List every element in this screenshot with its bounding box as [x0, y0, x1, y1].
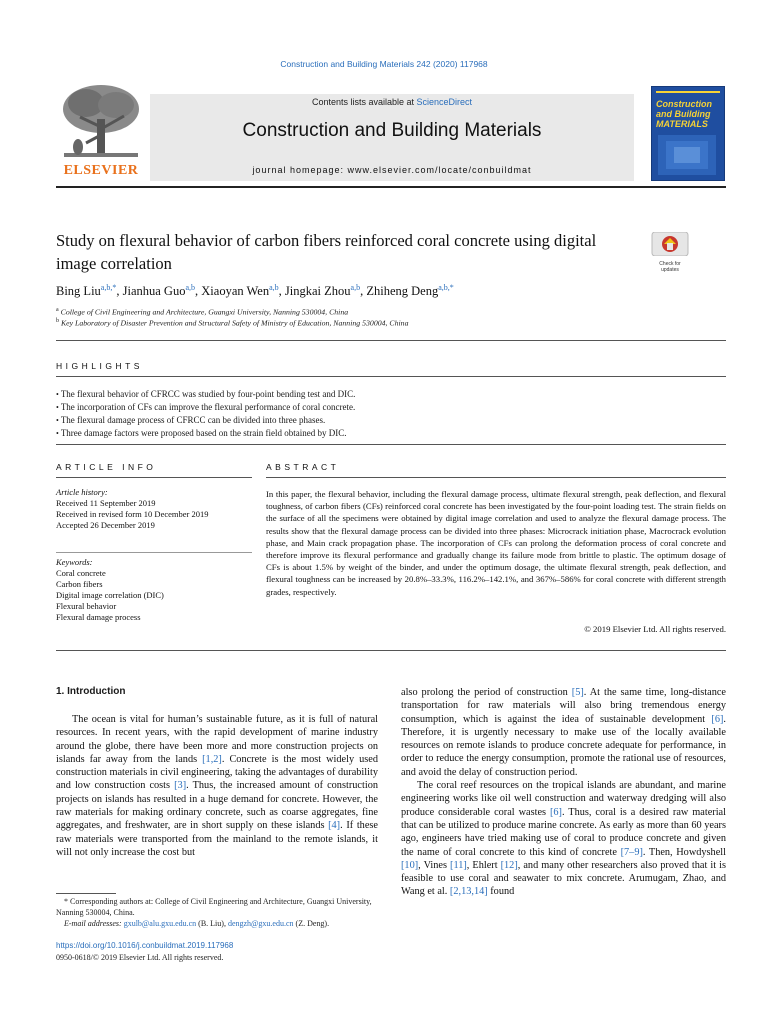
keyword[interactable]: Carbon fibers — [56, 579, 103, 589]
citation-link[interactable]: [12] — [500, 859, 518, 871]
citation-link[interactable]: [4] — [328, 820, 341, 832]
cover-rule — [656, 91, 720, 93]
check-for-updates-button[interactable] — [650, 232, 690, 273]
intro-paragraph-1: The ocean is vital for human’s sustainable future, as it is full of natural resources. In recent years, with the rapid development of marine industry around the globe, there have been more and more construction projects on islands far away from the lands [1,2]. Concrete is the most widely used construction materials in civil engineering, taking the advantages of durability and low construction costs [3]. Thus, the increased amount of construction projects on islands has resulted in a huge demand for concrete. However, the raw materials for making ordinary concrete, such as coarse aggregates, fine aggregates, and freshwater, are in short supply on these islands [4]. If these raw materials were transported from the mainland to the remote islands, it will not only increase the cost but — [56, 714, 378, 858]
keywords-label: Keywords: — [56, 557, 93, 567]
keyword[interactable]: Coral concrete — [56, 568, 106, 578]
highlight-item: • The flexural damage process of CFRCC can be divided into three phases. — [56, 414, 716, 427]
citation-link[interactable]: [7–9] — [620, 846, 643, 858]
affiliation-mark: a — [56, 307, 59, 313]
keywords-block — [56, 557, 252, 623]
history-revised: Received in revised form 10 December 2019 — [56, 509, 209, 519]
citation-link[interactable]: [3] — [174, 780, 187, 792]
journal-cover-image[interactable] — [651, 86, 725, 181]
contents-line — [150, 97, 634, 107]
section-divider — [266, 477, 726, 478]
section-divider — [56, 340, 726, 341]
keyword[interactable]: Flexural behavior — [56, 601, 117, 611]
keyword[interactable]: Flexural damage process — [56, 612, 141, 622]
abstract-text: In this paper, the flexural behavior, including the flexural damage process, ultimate flexural strength, peak deflection, and flexural toughness, of carbon fibers (CFs) reinforced coral concrete has been investigated by the four-point loading test. The strain fields on the surface of all the specimens were obtained by digital image correlation and used to analyze the flexural damage process. The results show that the flexural damage process can be divided into three phases: Microcrack initiation phase, Macrocrack evolution phase, and Main crack propagation phase. The incorporation of CFs can prolong the deformation process of coral concrete and therefore improve its flexural performance and gradually change its failure mode from brittle to plastic. The optimum dosage of CFs is about 1.5% by weight of the binder, and under the optimum dosage, the ultimate flexural strength, peak deflection, and flexural toughness can be increased by 20.8%–33.3%, 116.2%–142.1%, and 367%–586% for coral concrete with different strength grades, respectively. — [266, 489, 726, 597]
keyword[interactable]: Digital image correlation (DIC) — [56, 590, 164, 600]
journal-reference-link[interactable]: Construction and Building Materials 242 (2020) 117968 — [280, 59, 488, 69]
intro-paragraph-2: The coral reef resources on the tropical islands are abundant, and marine engineering works like oil well construction and waterway dredging will also produce considerable coral wastes [6]. Thus, coral is a desired raw material that can be utilized to produce marine concrete. As early as more than 60 years ago, engineers have tried making use of coral to produce concrete and given the name of coral concrete to this kind of concrete [7–9]. Then, Howdyshell [10], Vines [11], Ehlert [12], and many other researchers also proved that it is feasible to use coral and seawater to mix concrete. Arumugam, Zhao, and Wang et al. [2,13,14] found — [401, 780, 726, 898]
footnote-divider — [56, 893, 116, 894]
history-label: Article history: — [56, 487, 108, 497]
author-affiliation-mark[interactable]: a,b — [185, 283, 196, 292]
author-name[interactable]: Jianhua Guo — [122, 284, 186, 299]
elsevier-tree-logo[interactable] — [56, 83, 146, 179]
history-received: Received 11 September 2019 — [56, 498, 156, 508]
email-link-liu[interactable]: gxulb@alu.gxu.edu.cn — [123, 919, 197, 928]
highlight-item: • The incorporation of CFs can improve the flexural performance of coral concrete. — [56, 401, 716, 414]
email-note — [56, 918, 378, 929]
citation-link[interactable]: [11] — [450, 859, 467, 871]
citation-link[interactable]: [1,2] — [202, 753, 222, 765]
journal-header-box — [150, 94, 634, 181]
author-affiliation-mark[interactable]: a,b,* — [438, 283, 454, 292]
email-label: E-mail addresses: — [64, 919, 122, 928]
body-column-right — [401, 686, 726, 899]
section-divider — [56, 376, 726, 377]
journal-title: Construction and Building Materials — [242, 120, 542, 141]
author-list: Bing Liu$^{a,b,*}$, Jianhua Guo$^{a,b}$, Xiaoyan Wen$^{a,b}$, Jingkai Zhou$^{a,b}$, Zhiheng Deng$^{a,b,*}$ — [56, 283, 454, 299]
corresponding-note: * Corresponding authors at: College of Civil Engineering and Architecture, Guangxi University, Nanning 530004, China. — [56, 897, 372, 917]
author-affiliation-mark[interactable]: a,b — [350, 283, 361, 292]
highlight-item: • Three damage factors were proposed based on the strain field obtained by DIC. — [56, 427, 716, 440]
crossmark-icon — [650, 232, 690, 256]
affiliation-b — [56, 318, 408, 328]
keywords-divider — [56, 552, 252, 553]
header-divider — [56, 186, 726, 188]
author-affiliation-mark[interactable]: a,b — [269, 283, 279, 292]
introduction-heading: 1. Introduction — [56, 686, 126, 697]
tree-logo-icon — [56, 83, 146, 163]
issn-copyright: 0950-0618/© 2019 Elsevier Ltd. All rights reserved. — [56, 953, 224, 962]
citation-link[interactable]: [6] — [549, 806, 562, 818]
doi-link[interactable]: https://doi.org/10.1016/j.conbuildmat.2019.117968 — [56, 941, 234, 950]
author-name[interactable]: Jingkai Zhou — [284, 284, 351, 299]
author-name[interactable]: Zhiheng Deng — [366, 284, 439, 299]
highlight-item: • The flexural behavior of CFRCC was studied by four-point bending test and DIC. — [56, 388, 716, 401]
section-divider — [56, 477, 252, 478]
author-affiliation-mark[interactable]: a,b,* — [100, 283, 117, 292]
highlights-list — [56, 388, 716, 440]
affiliation-text: Key Laboratory of Disaster Prevention and Structural Safety of Ministry of Education, Nanning 530004, China — [60, 318, 409, 328]
abstract-heading: ABSTRACT — [266, 462, 340, 472]
section-divider — [56, 444, 726, 445]
contents-prefix: Contents lists available at — [311, 97, 417, 107]
journal-masthead — [56, 83, 726, 183]
body-column-left — [56, 713, 378, 859]
affiliation-a — [56, 307, 348, 317]
article-title: Study on flexural behavior of carbon fibers reinforced coral concrete using digital image correlation — [56, 231, 597, 273]
email-owner: (B. Liu), — [198, 919, 226, 928]
author-name[interactable]: Bing Liu — [56, 284, 101, 299]
affiliation-text: College of Civil Engineering and Architecture, Guangxi University, Nanning 530004, China — [60, 307, 349, 317]
citation-link[interactable]: [6] — [711, 713, 724, 725]
intro-paragraph-1-continued: also prolong the period of construction [5]. At the same time, long-distance transportation for raw materials will also bring tremendous energy consumption, which is against the idea of sustainable development [6]. Therefore, it is urgently necessary to make use of the locally available resources on remote islands to produce concrete adequate for performance, in order to reduce the energy consumption, promote the rational use of resources, and avoid the delay of construction period. — [401, 687, 726, 778]
cover-title: Construction and Building MATERIALS — [656, 99, 712, 129]
elsevier-wordmark: ELSEVIER — [63, 163, 139, 178]
email-owner: (Z. Deng). — [295, 919, 330, 928]
journal-homepage[interactable]: journal homepage: www.elsevier.com/locate/conbuildmat — [252, 165, 532, 175]
section-divider — [56, 650, 726, 651]
author-name[interactable]: Xiaoyan Wen — [201, 284, 270, 299]
corresponding-author-footnote — [56, 896, 378, 929]
email-link-deng[interactable]: dengzh@gxu.edu.cn — [227, 919, 294, 928]
article-history — [56, 487, 252, 531]
highlights-heading: HIGHLIGHTS — [56, 361, 143, 371]
cover-pattern-icon — [652, 131, 724, 181]
affiliation-mark: b — [56, 318, 59, 324]
abstract-copyright: © 2019 Elsevier Ltd. All rights reserved. — [584, 624, 726, 634]
citation-link[interactable]: [2,13,14] — [449, 886, 488, 898]
citation-link[interactable]: [5] — [571, 687, 584, 698]
crossmark-label: Check for updates — [659, 261, 681, 273]
article-info-heading: ARTICLE INFO — [56, 462, 157, 472]
history-accepted: Accepted 26 December 2019 — [56, 520, 155, 530]
citation-link[interactable]: [10] — [401, 859, 419, 871]
sciencedirect-link[interactable]: ScienceDirect — [416, 97, 473, 107]
